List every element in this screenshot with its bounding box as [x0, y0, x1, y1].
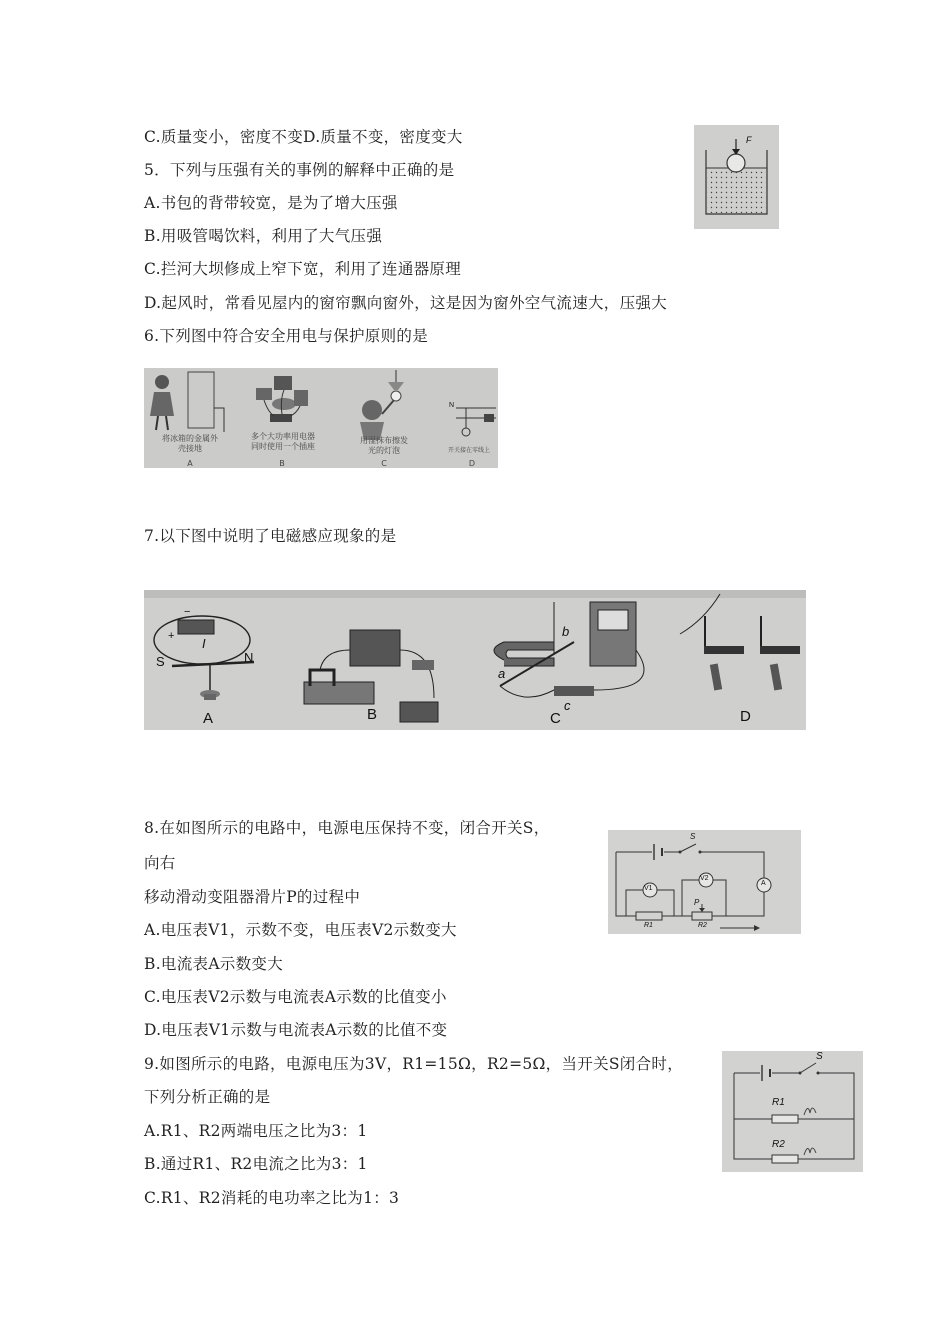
current-label: I [202, 636, 206, 651]
r2-label: R2 [772, 1139, 785, 1150]
resistor-r2 [772, 1155, 798, 1163]
q9-option-a: A.R1、R2两端电压之比为3：1 [144, 1122, 368, 1140]
q9-option-c: C.R1、R2消耗的电功率之比为1：3 [144, 1189, 400, 1207]
caption-b: 多个大功率用电器同时使用一个插座 [251, 432, 315, 451]
letter-b: B [279, 459, 285, 468]
letter-a: A [203, 710, 214, 727]
ammeter-label: A [761, 880, 766, 887]
q5-option-d: D.起风时，常看见屋内的窗帘飘向窗外，这是因为窗外空气流速大，压强大 [144, 294, 668, 312]
switch-c-label: c [564, 698, 571, 713]
q9-option-b: B.通过R1、R2电流之比为3：1 [144, 1155, 368, 1173]
q9-stem-line2: 下列分析正确的是 [144, 1088, 271, 1106]
scene-b-appliances [256, 376, 308, 422]
wire-label-n: N [449, 402, 455, 409]
scene-d-magnets [680, 594, 800, 690]
letter-c: C [550, 710, 561, 727]
wire-b-label: b [562, 624, 570, 639]
r1-label: R1 [772, 1097, 785, 1108]
scene-a-fridge [150, 372, 224, 432]
q5-option-c: C.拦河大坝修成上窄下宽，利用了连通器原理 [144, 260, 462, 278]
compass-north: N [244, 650, 254, 665]
q8-option-a: A.电压表V1，示数不变，电压表V2示数变大 [144, 921, 457, 939]
q8-figure [608, 830, 801, 934]
q4-options-cd: C.质量变小，密度不变D.质量不变，密度变大 [144, 128, 463, 146]
r2-label: R2 [698, 922, 707, 929]
q9-stem-line1: 9.如图所示的电路，电源电压为3V，R1=15Ω，R2=5Ω，当开关S闭合时， [144, 1055, 683, 1073]
letter-c: C [381, 459, 387, 468]
compass-south: S [156, 654, 165, 669]
q5-stem: 5．下列与压强有关的事例的解释中正确的是 [144, 161, 455, 179]
q9-figure [722, 1051, 863, 1172]
wire-a-label: a [498, 666, 506, 681]
q7-figure [144, 590, 806, 730]
resistor-r1 [636, 912, 662, 920]
caption-c: 用湿抹布擦发光的灯泡 [360, 436, 408, 455]
floating-ball [727, 154, 745, 172]
letter-b: B [367, 706, 378, 723]
q8-stem-line1: 8.在如图所示的电路中，电源电压保持不变，闭合开关S， [144, 819, 550, 837]
q8-option-c: C.电压表V2示数与电流表A示数的比值变小 [144, 988, 447, 1006]
q8-stem-line3: 移动滑动变阻器滑片P的过程中 [144, 888, 361, 906]
scene-d-switch [456, 408, 496, 436]
slider-label: P [694, 898, 700, 907]
switch-label: S [816, 1051, 823, 1062]
scene-c-induction [494, 602, 644, 697]
rheostat-r2 [692, 912, 712, 920]
q8-option-d: D.电压表V1示数与电流表A示数的比值不变 [144, 1021, 448, 1039]
q8-option-b: B.电流表A示数变大 [144, 955, 284, 973]
q6-stem: 6.下列图中符合安全用电与保护原则的是 [144, 327, 428, 345]
battery-minus: − [184, 606, 191, 618]
scene-a-oersted [154, 616, 254, 700]
q6-figure [144, 368, 498, 468]
v2-label: V2 [700, 875, 709, 882]
r1-label: R1 [644, 922, 653, 929]
q5-option-b: B.用吸管喝饮料，利用了大气压强 [144, 227, 383, 245]
q8-circuit [608, 830, 801, 934]
q5-option-a: A.书包的背带较宽，是为了增大压强 [144, 194, 398, 212]
q5-figure [694, 125, 779, 229]
switch-label: S [690, 832, 696, 841]
letter-a: A [187, 459, 193, 468]
scene-c-lamp [360, 370, 404, 440]
battery-plus: + [168, 630, 175, 642]
q7-stem: 7.以下图中说明了电磁感应现象的是 [144, 527, 397, 545]
letter-d: D [468, 459, 476, 468]
force-label: F [746, 135, 752, 145]
resistor-r1 [772, 1115, 798, 1123]
v1-label: V1 [644, 885, 653, 892]
caption-a: 将冰箱的金属外壳接地 [162, 434, 218, 453]
q8-stem-line2: 向右 [144, 854, 176, 872]
q9-circuit [722, 1051, 863, 1172]
letter-d: D [740, 708, 751, 725]
container-diagram [694, 125, 779, 229]
caption-d: 开关接在零线上 [447, 447, 490, 454]
